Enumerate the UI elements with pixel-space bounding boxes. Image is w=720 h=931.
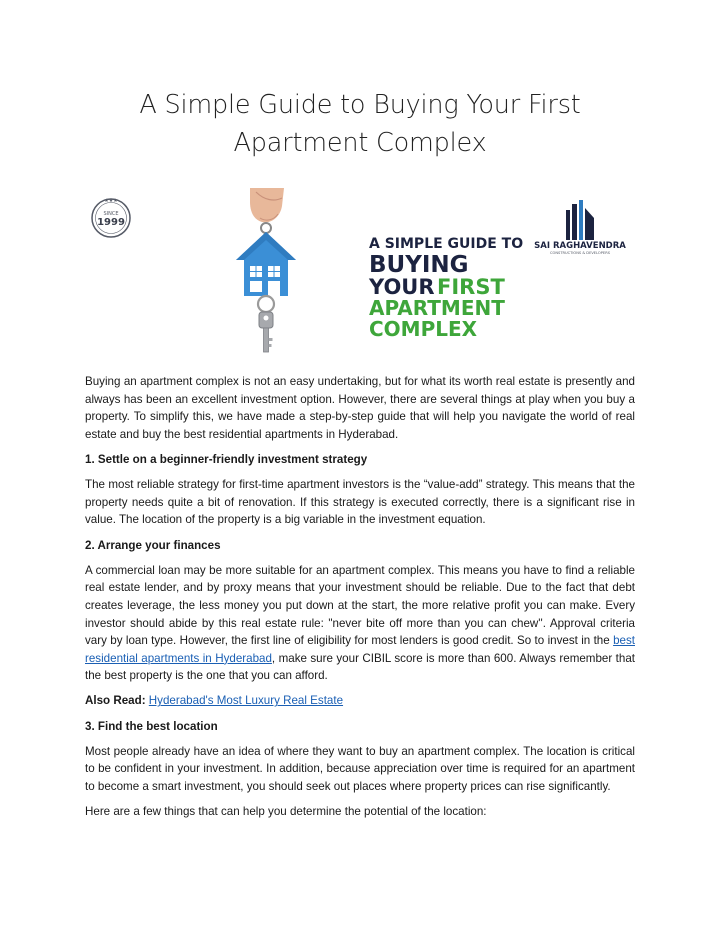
headline-line-2: BUYING xyxy=(369,252,469,278)
svg-text:★★★: ★★★ xyxy=(104,198,118,204)
intro-paragraph: Buying an apartment complex is not an easy undertaking, but for what its worth real estate is presently and always has been an excellent investment option. However, there are several things at play when you buy a property. To simplify this, we have made a step-by-step guide that will help you navigate the world of real estate and buy the best residential apartments in Hyderabad. xyxy=(85,375,635,441)
section-3-paragraph: Most people already have an idea of where they want to buy an apartment complex. The location is critical to be confident in your investment. In addition, because appreciation over time is required for an apartment to become a smart investment, you should seek out places where property prices can rise significantly. xyxy=(85,744,635,794)
badge-year: 1999 xyxy=(97,217,125,228)
title-line-1: A Simple Guide to Buying Your First xyxy=(139,90,581,120)
also-read-label: Also Read: xyxy=(85,694,146,708)
headline-line-3a: YOUR xyxy=(369,275,435,299)
sai-raghavendra-logo xyxy=(534,200,626,255)
closing-paragraph: Here are a few things that can help you determine the potential of the location: xyxy=(85,805,487,819)
brand-name: SAI RAGHAVENDRA xyxy=(534,241,626,251)
article-body xyxy=(85,373,635,828)
section-1-paragraph: The most reliable strategy for first-time apartment investors is the “value-add” strategy. This means that the property needs quite a bit of renovation. If this strategy is executed correctly, there is a significant rise in value. The location of the property is a big variable in the investment equation. xyxy=(85,478,635,527)
headline-line-1: A SIMPLE GUIDE TO xyxy=(369,236,524,252)
headline-line-3b: FIRST xyxy=(437,275,505,299)
best-residential-apartments-link[interactable]: best residential apartments in Hyderabad xyxy=(85,634,635,665)
section-3-heading: 3. Find the best location xyxy=(85,719,218,733)
house-keychain-illustration xyxy=(236,188,296,352)
brand-tagline: CONSTRUCTIONS & DEVELOPERS xyxy=(550,251,610,255)
since-1999-badge xyxy=(92,198,130,237)
headline-line-4: APARTMENT xyxy=(369,296,505,320)
section-2-paragraph xyxy=(85,562,635,685)
also-read xyxy=(85,692,635,710)
section-2-heading: 2. Arrange your finances xyxy=(85,538,221,552)
banner-image xyxy=(84,188,636,360)
banner-headline xyxy=(368,236,523,341)
title-line-2: Apartment Complex xyxy=(233,128,487,158)
section-1-heading: 1. Settle on a beginner-friendly investment strategy xyxy=(85,452,368,466)
section-2-text-before-link: A commercial loan may be more suitable for an apartment complex. This means you have to find a reliable real estate lender, and by proxy means that your investment should be reliable. Due to the fact that debt creates leverage, the less money you put down at the start, the more relative profit you can make. Every investor should abide by this real estate rule: "never bite off more than you can chew''. Approval criteria vary by loan type. However, the first line of eligibility for most lenders is good credit. So to invest in the xyxy=(85,563,635,648)
luxury-real-estate-link[interactable]: Hyderabad's Most Luxury Real Estate xyxy=(148,694,344,708)
headline-line-5: COMPLEX xyxy=(369,317,478,341)
badge-since: SINCE xyxy=(103,211,119,217)
section-2-text-after-link: , make sure your CIBIL score is more than 600. Always remember that the best property is the one that you can afford. xyxy=(85,651,635,683)
page-title xyxy=(90,86,630,162)
